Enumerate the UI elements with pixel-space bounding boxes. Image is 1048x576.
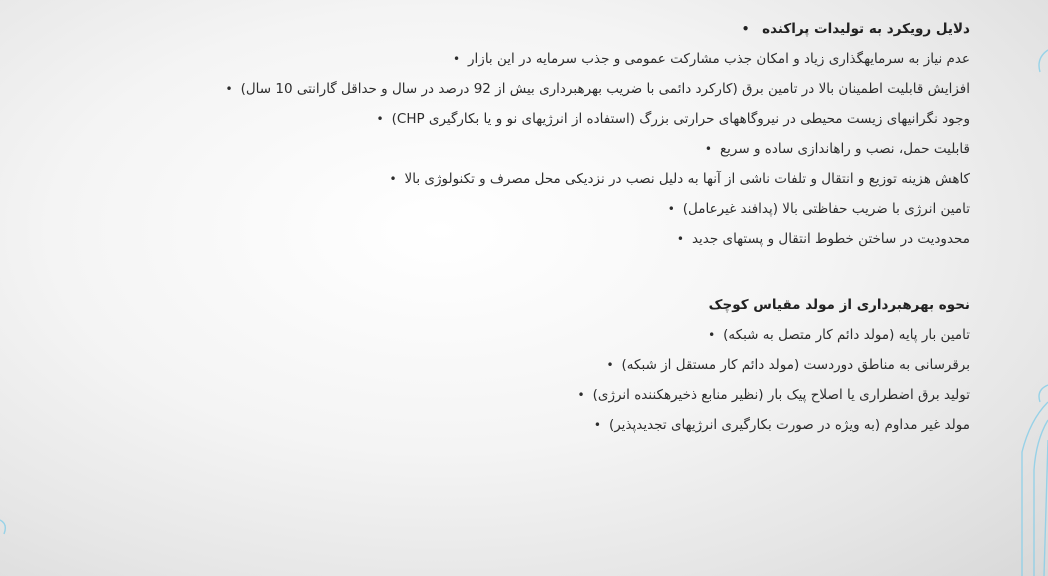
bullet-icon: • bbox=[606, 358, 614, 372]
bullet-icon: • bbox=[452, 52, 461, 66]
list-item: محدودیت در ساختن خطوط انتقال و پستهای جدید• bbox=[70, 224, 970, 254]
bullet-icon: • bbox=[667, 202, 675, 216]
bullet-icon: • bbox=[376, 112, 384, 126]
bullet-icon: • bbox=[708, 328, 716, 342]
bullet-icon: • bbox=[225, 82, 233, 96]
bullet-icon: • bbox=[741, 22, 750, 36]
section-spacer bbox=[70, 254, 970, 290]
list-item: برقرسانی به مناطق دوردست (مولد دائم کار مستقل از شبکه)• bbox=[70, 350, 970, 380]
list-item: مولد غیر مداوم (به ویژه در صورت بکارگیری انرژیهای تجدیدپذیر)• bbox=[70, 410, 970, 440]
content bbox=[70, 14, 970, 440]
bullet-icon: • bbox=[704, 142, 712, 156]
list-item: تامین انرژی با ضریب حفاظتی بالا (پدافند غیرعامل)• bbox=[70, 194, 970, 224]
list-item: قابلیت حمل، نصب و راهاندازی ساده و سریع• bbox=[70, 134, 970, 164]
list-item: افزایش قابلیت اطمینان بالا در تامین برق (کارکرد دائمی با ضریب بهرهبرداری بیش از 92 درصد در سال و حداقل گارانتی 10 سال)• bbox=[70, 74, 970, 104]
section2-title: نحوه بهرهبرداری از مولد مقیاس کوچک bbox=[708, 297, 970, 313]
list-item: عدم نیاز به سرمایهگذاری زیاد و امکان جذب مشارکت عمومی و جذب سرمایه در این بازار• bbox=[70, 44, 970, 74]
section1-title: دلایل رویکرد به تولیدات پراکنده • bbox=[70, 14, 970, 44]
bullet-icon: • bbox=[577, 388, 585, 402]
bullet-icon: • bbox=[593, 418, 601, 432]
list-item: کاهش هزینه توزیع و انتقال و تلفات ناشی از آنها به دلیل نصب در نزدیکی محل مصرف و تکنولوژی بالا• bbox=[70, 164, 970, 194]
list-item: تامین بار پایه (مولد دائم کار متصل به شبکه)• bbox=[70, 320, 970, 350]
list-item: وجود نگرانیهای زیست محیطی در نیروگاههای حرارتی بزرگ (استفاده از انرژیهای نو و یا بکارگیری CHP)• bbox=[70, 104, 970, 134]
list-item: تولید برق اضطراری یا اصلاح پیک بار (نظیر منابع ذخیرهکننده انرژی)• bbox=[70, 380, 970, 410]
bullet-icon: • bbox=[389, 172, 397, 186]
bullet-icon: • bbox=[676, 232, 684, 246]
